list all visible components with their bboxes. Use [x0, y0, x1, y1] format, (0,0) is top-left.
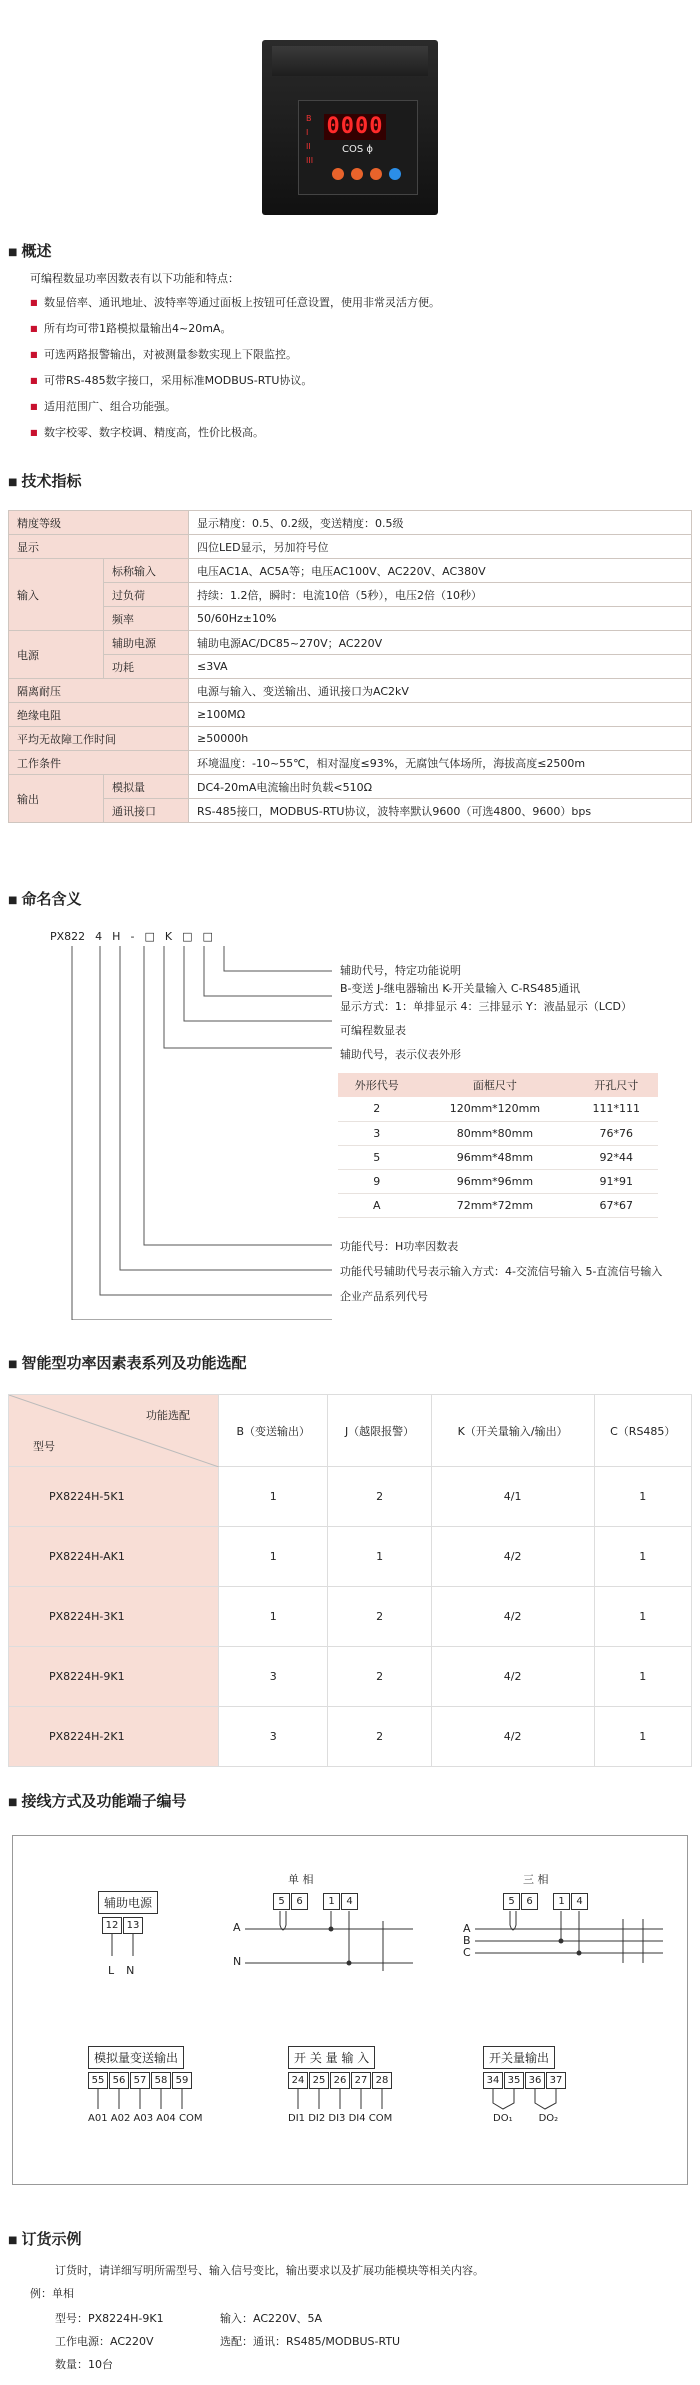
spec-value: 电压AC1A、AC5A等；电压AC100V、AC220V、AC380V	[189, 559, 692, 583]
switch-input-block: 开 关 量 输 入 24 25 26 27 28 DI1 DI2 DI3 DI4 COM	[288, 2046, 398, 2124]
naming-connector-lines	[0, 940, 360, 1320]
list-item: ■ 所有均可带1路模拟量输出4~20mA。	[30, 316, 440, 342]
list-item: ■ 适用范围广、组合功能强。	[30, 394, 440, 420]
meter-display-label: COS ϕ	[342, 144, 373, 155]
analog-output-block: 模拟量变送输出 55 56 57 58 59 A01 A02 A03 A04 COM	[88, 2046, 202, 2124]
naming-desc: 功能代号：H功率因数表	[340, 1240, 459, 1253]
naming-title: ■ 命名含义	[8, 888, 81, 909]
meter-side-labels: B I II III	[306, 114, 314, 165]
table-row: PX8224H-3K1 1 2 4/2 1	[9, 1587, 692, 1647]
spec-value: 四位LED显示，另加符号位	[189, 535, 692, 559]
code-part: H	[112, 930, 121, 943]
aux-power-block: 辅助电源 12 13 L N	[98, 1891, 158, 1977]
spec-value: 显示精度：0.5、0.2级，变送精度：0.5级	[189, 511, 692, 535]
spec-value: 电源与输入、变送输出、通讯接口为AC2kV	[189, 679, 692, 703]
dim-header: 外形代号	[338, 1073, 415, 1097]
corner-cell: 功能选配 型号	[9, 1395, 219, 1467]
spec-sublabel: 通讯接口	[104, 799, 189, 823]
spec-sublabel: 辅助电源	[104, 631, 189, 655]
spec-value: 50/60Hz±10%	[189, 607, 692, 631]
code-part: □	[202, 930, 213, 943]
order-option: 选配：通讯：RS485/MODBUS-RTU	[220, 2335, 401, 2348]
code-part: -	[130, 930, 135, 943]
code-part: 4	[95, 930, 103, 943]
order-model: 型号：PX8224H-9K1	[55, 2312, 164, 2325]
naming-desc: 企业产品系列代号	[340, 1290, 428, 1303]
code-part: PX822	[50, 930, 86, 943]
meter-display: 0000	[324, 114, 386, 140]
spec-value: ≤3VA	[189, 655, 692, 679]
order-qty: 数量：10台	[55, 2358, 113, 2371]
meter-button[interactable]	[351, 168, 363, 180]
dim-header: 面框尺寸	[415, 1073, 574, 1097]
meter-button[interactable]	[332, 168, 344, 180]
spec-value: 环境温度：-10~55℃，相对湿度≤93%，无腐蚀气体场所，海拔高度≤2500m	[189, 751, 692, 775]
column-header: K（开关量输入/输出）	[431, 1395, 594, 1467]
spec-label: 平均无故障工作时间	[9, 727, 189, 751]
spec-label: 绝缘电阻	[9, 703, 189, 727]
specs-table	[8, 510, 692, 823]
spec-label: 输出	[9, 775, 104, 823]
code-part: K	[164, 930, 173, 943]
spec-value: ≥100MΩ	[189, 703, 692, 727]
spec-sublabel: 功耗	[104, 655, 189, 679]
specs-title: ■ 技术指标	[8, 470, 81, 491]
three-phase-block: 三 相 5 6 1 4 A B C	[463, 1871, 673, 2001]
table-row: PX8224H-AK1 1 1 4/2 1	[9, 1527, 692, 1587]
dim-header: 开孔尺寸	[574, 1073, 658, 1097]
product-image	[262, 40, 438, 220]
order-input: 输入：AC220V、5A	[220, 2312, 323, 2325]
spec-label: 工作条件	[9, 751, 189, 775]
wiring-title: ■ 接线方式及功能端子编号	[8, 1790, 186, 1811]
functions-table	[8, 1394, 692, 1767]
spec-value: 辅助电源AC/DC85~270V；AC220V	[189, 631, 692, 655]
meter-button[interactable]	[370, 168, 382, 180]
column-header: C（RS485）	[594, 1395, 691, 1467]
spec-value: ≥50000h	[189, 727, 692, 751]
list-item: ■ 数显倍率、通讯地址、波特率等通过面板上按钮可任意设置，使用非常灵活方便。	[30, 290, 440, 316]
naming-desc: 功能代号辅助代号表示输入方式：4-交流信号输入 5-直流信号输入	[340, 1265, 663, 1278]
spec-label: 输入	[9, 559, 104, 631]
list-item: ■ 数字校零、数字校调、精度高，性价比极高。	[30, 420, 440, 446]
naming-desc-top: 辅助代号，特定功能说明 B-变送 J-继电器输出 K-开关量输入 C-RS485通讯 显示方式：1：单排显示 4：三排显示 Y：液晶显示（LCD） 可编程数显表 辅助代号，表示仪表外形	[340, 964, 632, 1061]
list-item: ■ 可选两路报警输出，对被测量参数实现上下限监控。	[30, 342, 440, 368]
spec-label: 电源	[9, 631, 104, 679]
dimension-table: 外形代号 面框尺寸 开孔尺寸 2 120mm*120mm 111*111 3 80mm*80mm 76*76 5 96mm*48mm 92*44 9 96mm*96mm 91*91 A 72mm*72mm 67*67	[338, 1073, 658, 1218]
order-example-label: 例：单相	[30, 2287, 74, 2300]
spec-value: 持续：1.2倍，瞬时：电流10倍（5秒），电压2倍（10秒）	[189, 583, 692, 607]
meter-button[interactable]	[389, 168, 401, 180]
spec-sublabel: 标称输入	[104, 559, 189, 583]
column-header: B（变送输出）	[219, 1395, 328, 1467]
spec-label: 隔离耐压	[9, 679, 189, 703]
table-row: PX8224H-2K1 3 2 4/2 1	[9, 1707, 692, 1767]
spec-sublabel: 频率	[104, 607, 189, 631]
single-phase-block: 单 相 5 6 1 4 A N	[233, 1871, 423, 1991]
overview-list	[30, 290, 440, 446]
spec-value: DC4-20mA电流输出时负载<510Ω	[189, 775, 692, 799]
wiring-diagram	[12, 1835, 688, 2185]
overview-title: ■ 概述	[8, 240, 51, 261]
switch-output-block: 开关量输出 34 35 36 37 DO₁ DO₂	[483, 2046, 573, 2124]
spec-sublabel: 模拟量	[104, 775, 189, 799]
spec-sublabel: 过负荷	[104, 583, 189, 607]
spec-label: 显示	[9, 535, 189, 559]
code-part: □	[182, 930, 193, 943]
code-part: □	[144, 930, 155, 943]
order-title: ■ 订货示例	[8, 2228, 81, 2249]
order-intro: 订货时，请详细写明所需型号、输入信号变比，输出要求以及扩展功能模块等相关内容。	[55, 2264, 484, 2277]
order-power: 工作电源：AC220V	[55, 2335, 154, 2348]
spec-label: 精度等级	[9, 511, 189, 535]
overview-intro: 可编程数显功率因数表有以下功能和特点：	[30, 272, 239, 285]
table-row: PX8224H-5K1 1 2 4/1 1	[9, 1467, 692, 1527]
spec-value: RS-485接口，MODBUS-RTU协议，波特率默认9600（可选4800、9600）bps	[189, 799, 692, 823]
table-row: PX8224H-9K1 3 2 4/2 1	[9, 1647, 692, 1707]
column-header: J（越限报警）	[328, 1395, 431, 1467]
list-item: ■ 可带RS-485数字接口，采用标准MODBUS-RTU协议。	[30, 368, 440, 394]
functions-title: ■ 智能型功率因素表系列及功能选配	[8, 1352, 246, 1373]
